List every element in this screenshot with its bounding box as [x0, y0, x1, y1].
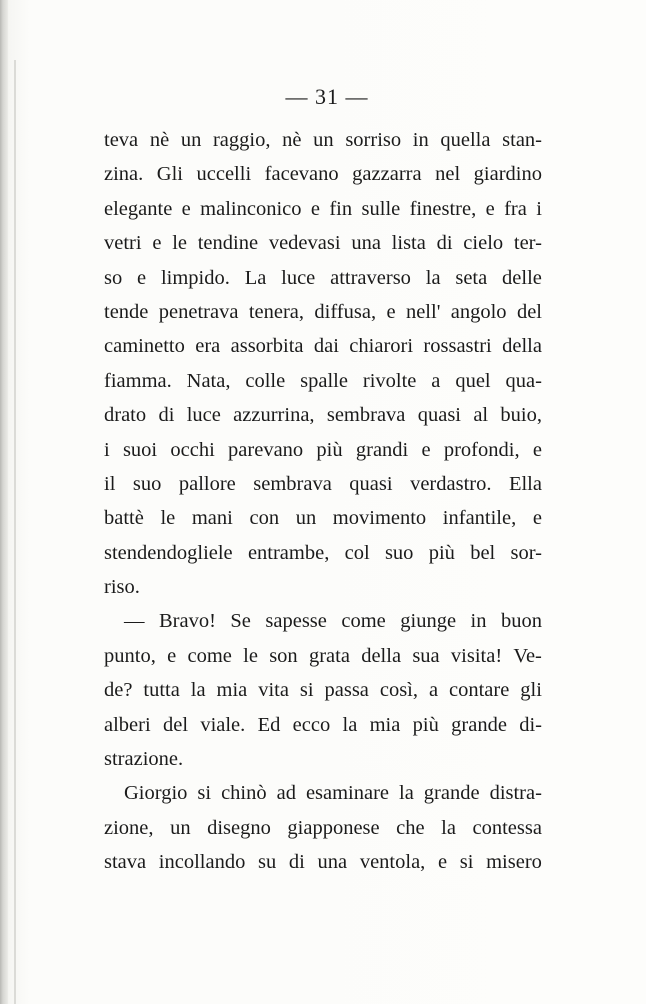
word: battè: [104, 507, 144, 530]
word: uccelli: [196, 163, 252, 186]
word: e: [485, 197, 495, 220]
text-line: [104, 433, 542, 467]
word: in: [470, 610, 487, 633]
word: che: [396, 816, 425, 839]
word: i: [536, 197, 542, 220]
word: so: [104, 266, 123, 289]
text-line: [104, 261, 542, 295]
word: seta: [455, 266, 488, 289]
word: una: [351, 232, 381, 255]
word: di: [288, 851, 305, 874]
word: chinò: [221, 782, 267, 805]
word: occhi: [170, 438, 215, 461]
word: più: [412, 713, 439, 736]
word: contare: [448, 679, 510, 702]
word: una: [317, 851, 348, 874]
word: il: [104, 472, 116, 495]
body-text: [104, 123, 542, 880]
word: vetri: [104, 232, 142, 255]
word: e: [532, 438, 542, 461]
word: e: [386, 300, 396, 323]
word: nè: [149, 129, 170, 151]
word: un: [170, 816, 191, 839]
word: suo: [132, 472, 162, 495]
word: la: [399, 782, 414, 805]
word: de?: [104, 679, 133, 702]
text-line: [104, 845, 542, 879]
word: disegno: [207, 816, 271, 839]
word: Gli: [156, 163, 183, 186]
word: viale.: [200, 713, 246, 736]
word: raggio,: [212, 129, 271, 151]
text-line: [104, 673, 542, 707]
text-line: [104, 157, 542, 191]
word: la: [425, 266, 441, 289]
text-line: [104, 639, 542, 673]
word: tendine: [197, 232, 259, 255]
word: assorbita: [230, 335, 304, 358]
word: Ve-: [513, 644, 542, 667]
word: e: [421, 438, 431, 461]
word: attraverso: [330, 266, 411, 289]
word: le: [160, 507, 176, 530]
word: luce: [281, 266, 316, 289]
word: luce: [186, 404, 221, 427]
word: dai: [313, 335, 339, 358]
word: Ella: [508, 472, 542, 495]
word: stan-: [502, 129, 542, 151]
word: le: [172, 232, 187, 255]
word: tutta: [143, 679, 180, 702]
word: limpido.: [160, 266, 230, 289]
word: ecco: [292, 713, 331, 736]
binding-fold: [14, 60, 16, 1004]
word: vita: [258, 679, 289, 702]
word: e: [152, 232, 162, 255]
word: Se: [230, 610, 251, 633]
text-line: [104, 708, 542, 742]
word: quel: [455, 369, 491, 392]
word: azzurrina,: [233, 404, 315, 427]
word: sor-: [510, 541, 542, 564]
text-line: [104, 226, 542, 260]
word: elegante: [104, 197, 173, 220]
word: spalle: [300, 369, 348, 392]
word: della: [502, 335, 542, 358]
word: i: [104, 438, 110, 461]
word: parevano: [228, 438, 304, 461]
word: di: [158, 404, 175, 427]
text-line: [104, 776, 542, 810]
binding-edge: [0, 0, 8, 1004]
word: e: [167, 644, 177, 667]
word: un: [295, 507, 317, 530]
word: stendendogliele: [104, 541, 233, 564]
word: penetrava: [158, 300, 239, 323]
word: son: [269, 644, 298, 667]
word: tenera,: [248, 300, 305, 323]
word: infantile,: [442, 507, 517, 530]
text-line: [104, 364, 542, 398]
word: un: [313, 129, 334, 151]
word: le: [243, 644, 258, 667]
word: di-: [519, 713, 542, 736]
word: alberi: [104, 713, 151, 736]
word: la: [190, 679, 206, 702]
word: grande: [423, 782, 480, 805]
word: zina.: [104, 163, 144, 186]
word: movimento: [332, 507, 427, 530]
word: angolo: [450, 300, 507, 323]
word: malinconico: [200, 197, 302, 220]
text-line: [104, 123, 542, 157]
word: della: [361, 644, 402, 667]
word: Nata,: [186, 369, 231, 392]
word: fra: [504, 197, 527, 220]
word: vedevasi: [268, 232, 341, 255]
word: nè: [282, 129, 302, 151]
word: giunge: [400, 610, 457, 633]
word: mani: [191, 507, 233, 530]
word: drato: [104, 404, 147, 427]
word: del: [162, 713, 189, 736]
word: Ed: [257, 713, 281, 736]
word: gli: [520, 679, 542, 702]
word: sembrava: [326, 404, 406, 427]
word: caminetto: [104, 335, 185, 358]
word: si: [459, 851, 474, 874]
word: con: [249, 507, 280, 530]
word: zione,: [104, 816, 154, 839]
word: un: [180, 129, 202, 151]
word: e: [437, 851, 448, 874]
word: e: [137, 266, 147, 289]
word: giapponese: [287, 816, 380, 839]
word: buon: [500, 610, 542, 633]
word: teva: [104, 129, 139, 151]
word: passa: [324, 679, 369, 702]
text-line: [104, 467, 542, 501]
word: fin: [329, 197, 353, 220]
word: era: [195, 335, 221, 358]
word: di: [436, 232, 453, 255]
word: sulle: [361, 197, 401, 220]
word: visita!: [450, 644, 503, 667]
word: come: [341, 610, 386, 633]
word: verdastro.: [410, 472, 492, 495]
word: esaminare: [305, 782, 390, 805]
word: quasi: [417, 404, 461, 427]
word: suoi: [122, 438, 158, 461]
word: misero: [486, 851, 542, 874]
text-line: [104, 295, 542, 329]
text-line: [104, 398, 542, 432]
word: grande: [451, 713, 507, 736]
word: nell': [405, 300, 441, 323]
word: al: [473, 404, 489, 427]
word: qua-: [505, 369, 542, 392]
text-line: [104, 329, 542, 363]
text-line: [104, 811, 542, 845]
word: cielo: [463, 232, 504, 255]
word: buio,: [500, 404, 542, 427]
word: profondi,: [443, 438, 520, 461]
text-line: riso.: [104, 576, 140, 599]
word: come: [187, 644, 232, 667]
text-line: strazione.: [104, 748, 184, 771]
word: più: [316, 438, 343, 461]
word: ventola,: [359, 851, 426, 874]
word: delle: [502, 266, 542, 289]
word: contessa: [472, 816, 542, 839]
word: quasi: [349, 472, 393, 495]
word: Giorgio: [124, 782, 188, 805]
word: del: [516, 300, 542, 323]
word: rossastri: [423, 335, 492, 358]
text-line: [104, 536, 542, 570]
word: sorriso: [345, 129, 402, 151]
word: grandi: [355, 438, 409, 461]
word: entrambe,: [247, 541, 330, 564]
word: stava: [104, 851, 147, 874]
word: diffusa,: [314, 300, 377, 323]
word: si: [197, 782, 212, 805]
text-line: [104, 192, 542, 226]
word: sua: [412, 644, 440, 667]
word: col: [344, 541, 370, 564]
word: grata: [308, 644, 350, 667]
word: finestre,: [409, 197, 477, 220]
word: la: [342, 713, 358, 736]
word: Bravo!: [158, 610, 216, 633]
word: su: [258, 851, 277, 874]
word: tende: [104, 300, 149, 323]
word: sembrava: [253, 472, 332, 495]
word: colle: [245, 369, 286, 392]
word: nel: [435, 163, 461, 186]
word: facevano: [264, 163, 339, 186]
word: suo: [384, 541, 414, 564]
word: ter-: [513, 232, 542, 255]
word: lista: [391, 232, 426, 255]
word: gazzarra: [352, 163, 422, 186]
word: mia: [216, 679, 248, 702]
text-line: [104, 501, 542, 535]
page-number: — 31 —: [285, 84, 369, 109]
word: La: [244, 266, 267, 289]
word: rivolte: [362, 369, 417, 392]
word: ad: [276, 782, 296, 805]
word: punto,: [104, 644, 156, 667]
word: quella: [440, 129, 491, 151]
word: fiamma.: [104, 369, 172, 392]
word: la: [441, 816, 456, 839]
word: a: [431, 369, 441, 392]
word: e: [181, 197, 191, 220]
word: giardino: [473, 163, 542, 186]
word: si: [299, 679, 314, 702]
word: così,: [379, 679, 418, 702]
word: chiarori: [349, 335, 414, 358]
word: sapesse: [265, 610, 327, 633]
word: —: [124, 610, 145, 633]
word: a: [428, 679, 439, 702]
word: più: [428, 541, 455, 564]
word: mia: [369, 713, 401, 736]
word: incollando: [158, 851, 246, 874]
text-line: [104, 604, 542, 638]
word: e: [532, 507, 542, 530]
word: distra-: [489, 782, 542, 805]
word: pallore: [178, 472, 236, 495]
word: in: [412, 129, 429, 151]
word: e: [310, 197, 320, 220]
word: bel: [470, 541, 496, 564]
